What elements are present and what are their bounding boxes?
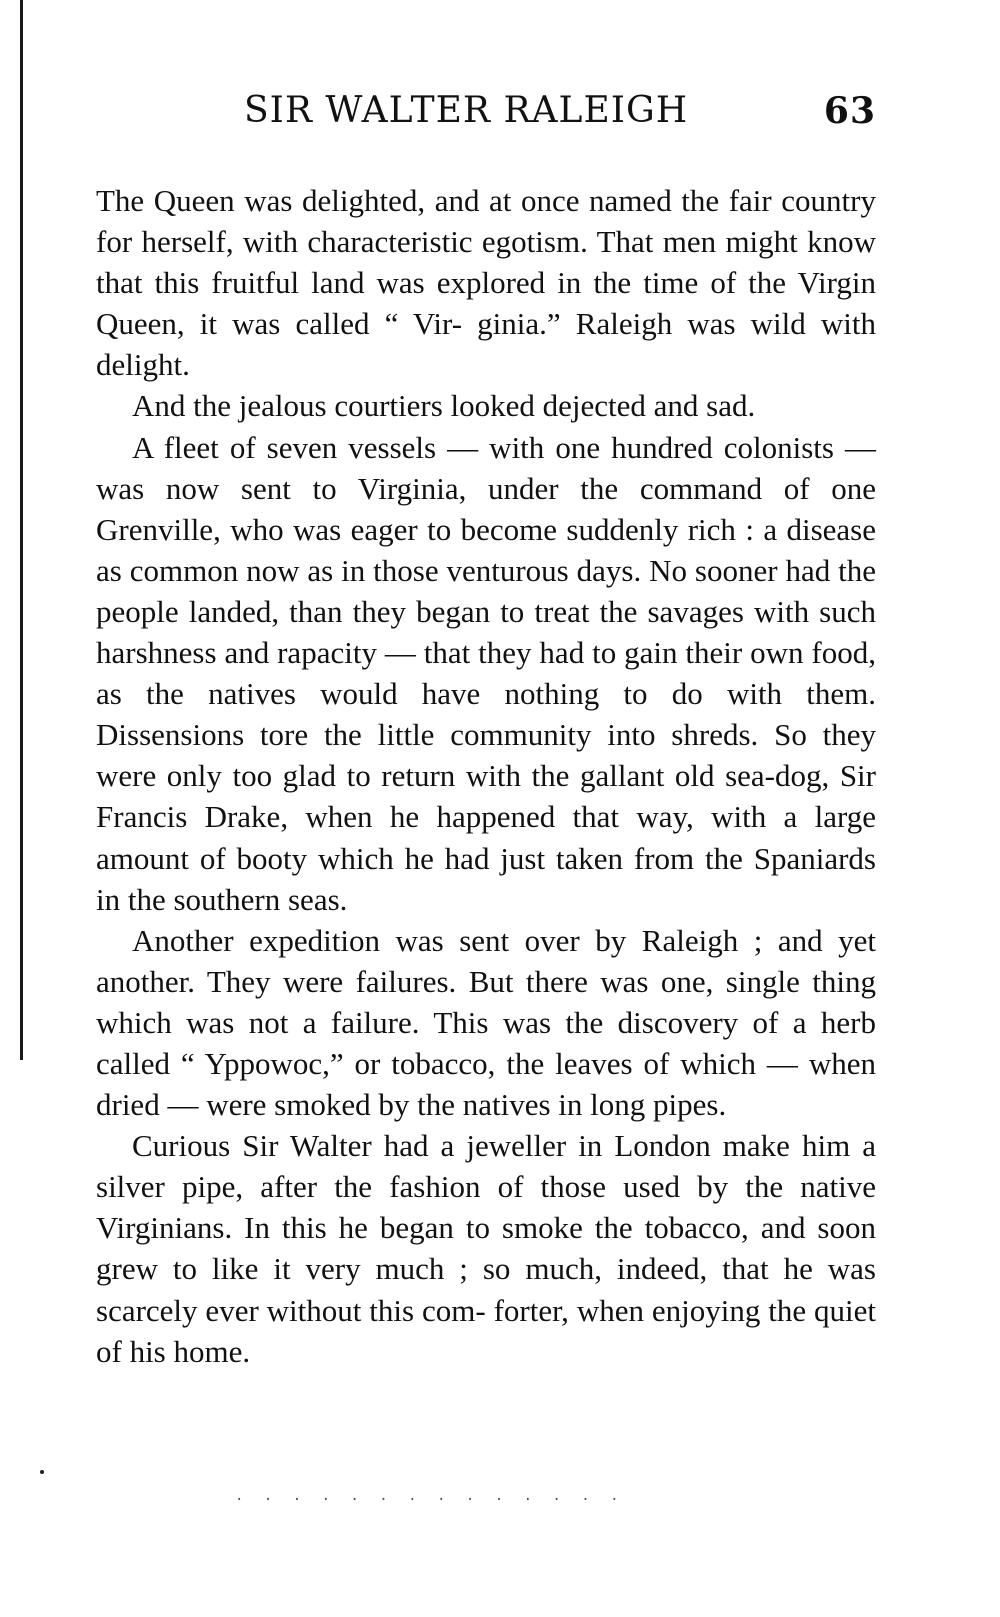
book-page — [96, 90, 876, 1372]
footer-marks: . . . . . . . . . . . . . . — [235, 1488, 625, 1504]
running-header — [96, 90, 876, 150]
page-number: 63 — [823, 90, 876, 132]
paragraph-2: And the jealous courtiers looked dejected and sad. — [132, 388, 756, 424]
scan-edge-line — [20, 0, 23, 1060]
running-title: SIR WALTER RALEIGH — [244, 90, 689, 131]
body-text — [96, 180, 876, 1372]
scan-speck — [40, 1470, 44, 1474]
paragraph-4: Another expedition was sent over by Raleigh ; and yet another. They were failures. But there was one, single thing which was not a failure. This was the discovery of a herb called “ Yppowoc,” or tobacco, the leaves of which — when dried — were smoked by the natives in long pipes. — [96, 922, 876, 1123]
paragraph-3: A fleet of seven vessels — with one hundred colonists — was now sent to Virginia, under the command of one Grenville, who was eager to become suddenly rich : a disease as common now as in those venturous days. No sooner had the people landed, than they began to treat the savages with such harshness and rapacity — that they had to gain their own food, as the natives would have nothing to do with them. Dissensions tore the little community into shreds. So they were only too glad to return with the gallant old sea-dog, Sir Francis Drake, when he happened that way, with a large amount of booty which he had just taken from the Spaniards in the southern seas. — [96, 429, 876, 917]
paragraph-1: The Queen was delighted, and at once named the fair country for herself, with characteristic egotism. That men might know that this fruitful land was explored in the time of the Virgin Queen, it was called “ Vir- ginia.” Raleigh was wild with delight. — [96, 183, 876, 383]
paragraph-5: Curious Sir Walter had a jeweller in London make him a silver pipe, after the fashion of those used by the native Virginians. In this he began to smoke the tobacco, and soon grew to like it very much ; so much, indeed, that he was scarcely ever without this com- forter, when enjoying the quiet of his home. — [96, 1128, 876, 1369]
